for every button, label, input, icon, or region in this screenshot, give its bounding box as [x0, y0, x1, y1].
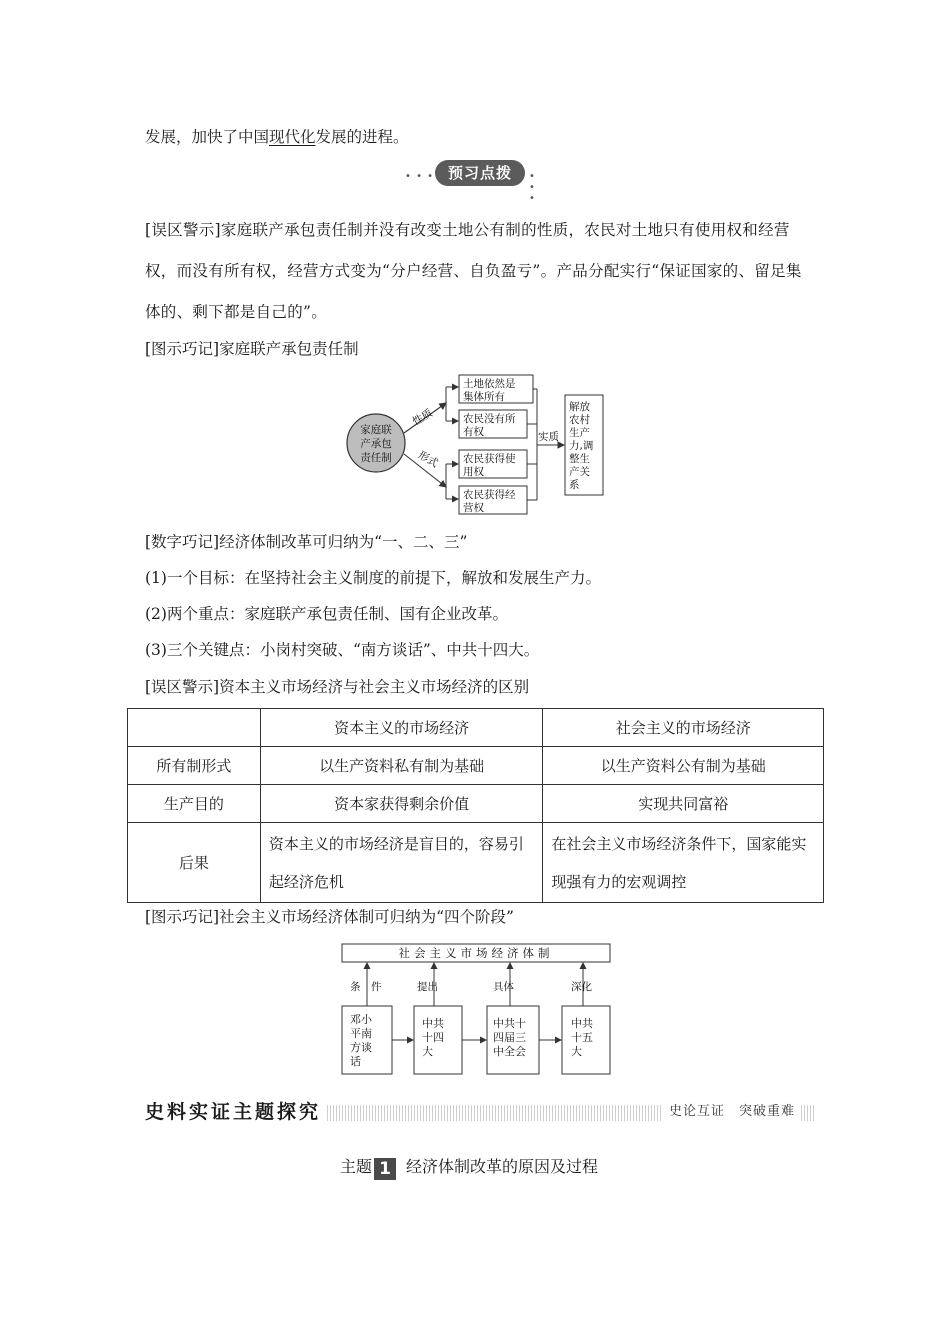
warning2-text: 资本主义市场经济与社会主义市场经济的区别 [219, 678, 530, 696]
banner-dots-left: • • • [405, 171, 435, 182]
numbers-caption [145, 532, 467, 552]
box-text: 集体所有 [463, 391, 505, 403]
center-label-line: 责任制 [360, 452, 392, 464]
table-cell: 生产目的 [128, 785, 261, 823]
intro-underlined-term: 现代化 [269, 128, 316, 146]
theme-title: 经济体制改革的原因及过程 [406, 1157, 599, 1176]
result-text: 农村 [569, 414, 590, 426]
warning-tag: [误区警示] [145, 221, 221, 239]
market-economy-comparison-table [127, 708, 824, 903]
theme-prefix: 主题 [340, 1157, 373, 1176]
stage-text: 方谈 [350, 1041, 372, 1054]
section-tag: 史论互证 突破重难 [663, 1103, 801, 1121]
essence-label: 实质 [538, 431, 559, 443]
banner-label: 预习点拨 [435, 160, 525, 186]
result-text: 解放 [569, 401, 590, 413]
table-cell: 以生产资料公有制为基础 [543, 747, 824, 785]
stage-text: 平南 [350, 1027, 372, 1040]
stage-text: 邓小 [350, 1013, 372, 1026]
preview-banner [405, 160, 545, 204]
stage-text: 四届三 [493, 1031, 526, 1044]
stage-text: 中全会 [493, 1045, 526, 1058]
contract-responsibility-diagram [340, 370, 620, 520]
section-title: 史料实证主题探究 [145, 1101, 322, 1123]
box-text: 有权 [463, 426, 484, 438]
result-text: 整生 [569, 453, 590, 465]
table-row [128, 747, 824, 785]
form-label: 形式 [415, 449, 441, 470]
table-header-row [128, 709, 824, 747]
warning2-tag: [误区警示] [145, 678, 220, 696]
top-box-label: 社会主义市场经济体制 [398, 946, 554, 960]
numbers-item: (1)一个目标：在坚持社会主义制度的前提下，解放和发展生产力。 [145, 569, 601, 587]
theme-number-badge: 1 [374, 1158, 396, 1180]
table-row [128, 823, 824, 903]
table-cell: 后果 [128, 823, 261, 903]
diagram2-caption [145, 907, 514, 927]
numbers-caption-text: 经济体制改革可归纳为“一、二、三” [219, 533, 468, 551]
table-cell: 资本主义的市场经济是盲目的，容易引起经济危机 [260, 823, 543, 903]
numbers-item: (3)三个关键点：小岗村突破、“南方谈话”、中共十四大。 [145, 641, 540, 659]
four-stages-diagram [330, 940, 620, 1080]
table-cell: 实现共同富裕 [543, 785, 824, 823]
nature-label: 性质 [410, 407, 435, 429]
table-header-cell [128, 709, 261, 747]
arrow-label: 提出 [417, 981, 438, 993]
box-text: 农民获得经 [463, 489, 516, 501]
box-text: 用权 [463, 466, 484, 478]
table-header-cell: 社会主义的市场经济 [543, 709, 824, 747]
intro-text-after: 发展的进程。 [315, 128, 409, 146]
intro-line [145, 127, 409, 147]
box-text: 土地依然是 [463, 378, 516, 390]
diagram2-caption-text: 社会主义市场经济体制可归纳为“四个阶段” [219, 908, 514, 926]
numbers-item: (2)两个重点：家庭联产承包责任制、国有企业改革。 [145, 605, 508, 623]
stage-text: 十五 [571, 1031, 593, 1044]
table-row [128, 785, 824, 823]
box-text: 营权 [463, 502, 484, 514]
diagram1-caption [145, 339, 359, 359]
stage-text: 话 [350, 1055, 361, 1068]
arrow-label: 条 件 [350, 981, 382, 993]
banner-dots-right: • • • [529, 171, 536, 204]
result-text: 系 [569, 479, 580, 491]
stage-text: 中共 [571, 1017, 593, 1030]
diagram1-caption-tag: [图示巧记] [145, 340, 220, 358]
warning-2 [145, 677, 529, 697]
table-cell: 所有制形式 [128, 747, 261, 785]
section-header-bar [145, 1099, 815, 1125]
table-header-cell: 资本主义的市场经济 [260, 709, 543, 747]
center-label-line: 产承包 [360, 438, 392, 450]
table-cell: 在社会主义市场经济条件下，国家能实现强有力的宏观调控 [543, 823, 824, 903]
stage-text: 大 [571, 1045, 582, 1058]
diagram1-caption-text: 家庭联产承包责任制 [219, 340, 359, 358]
diagram2-caption-tag: [图示巧记] [145, 908, 220, 926]
numbers-caption-tag: [数字巧记] [145, 533, 220, 551]
arrow-label: 深化 [571, 981, 592, 993]
intro-text-before: 发展，加快了中国 [145, 128, 270, 146]
result-text: 力,调 [569, 440, 594, 452]
warning-text: 家庭联产承包责任制并没有改变土地公有制的性质，农民对土地只有使用权和经营权，而没有所有权，经营方式变为“分户经营、自负盈亏”。产品分配实行“保证国家的、留足集体的、剩下都是自己的”。 [145, 221, 802, 321]
stage-text: 中共十 [493, 1017, 526, 1030]
box-text: 农民没有所 [463, 413, 516, 425]
table-cell: 资本家获得剩余价值 [260, 785, 543, 823]
center-label-line: 家庭联 [360, 424, 392, 436]
theme-heading [340, 1156, 598, 1180]
stage-text: 中共 [422, 1017, 444, 1030]
stage-text: 大 [422, 1045, 433, 1058]
result-text: 产关 [569, 466, 590, 478]
box-text: 农民获得使 [463, 453, 516, 465]
warning-paragraph-1 [145, 210, 811, 333]
result-text: 生产 [569, 427, 590, 439]
arrow-label: 具体 [493, 981, 514, 993]
table-cell: 以生产资料私有制为基础 [260, 747, 543, 785]
stage-text: 十四 [422, 1031, 444, 1044]
